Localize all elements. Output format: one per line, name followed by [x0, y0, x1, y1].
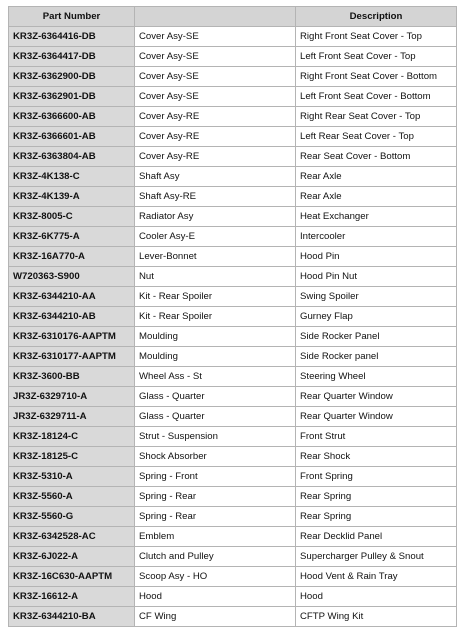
part-number-cell: KR3Z-18124-C [9, 427, 135, 447]
table-row [9, 207, 457, 227]
part-name-cell: Cover Asy-RE [135, 107, 296, 127]
description-cell: Left Front Seat Cover - Bottom [296, 87, 457, 107]
table-header [9, 7, 457, 27]
part-name-cell: Nut [135, 267, 296, 287]
part-number-cell: KR3Z-6310176-AAPTM [9, 327, 135, 347]
part-name-cell: Hood [135, 587, 296, 607]
table-row [9, 587, 457, 607]
table-row [9, 247, 457, 267]
description-cell: Intercooler [296, 227, 457, 247]
part-number-cell: KR3Z-6J022-A [9, 547, 135, 567]
part-number-cell: KR3Z-6344210-BA [9, 607, 135, 627]
part-number-cell: W720363-S900 [9, 267, 135, 287]
part-number-cell: KR3Z-5560-A [9, 487, 135, 507]
part-number-cell: KR3Z-16A770-A [9, 247, 135, 267]
part-name-cell: Shock Absorber [135, 447, 296, 467]
part-name-cell: Cover Asy-SE [135, 27, 296, 47]
description-cell: Right Front Seat Cover - Top [296, 27, 457, 47]
description-cell: Rear Decklid Panel [296, 527, 457, 547]
part-number-cell: KR3Z-6364416-DB [9, 27, 135, 47]
description-cell: Hood Pin [296, 247, 457, 267]
part-name-cell: Moulding [135, 347, 296, 367]
part-number-cell: KR3Z-3600-BB [9, 367, 135, 387]
description-cell: Left Rear Seat Cover - Top [296, 127, 457, 147]
table-row [9, 47, 457, 67]
table-row [9, 447, 457, 467]
part-name-cell: Moulding [135, 327, 296, 347]
part-number-cell: KR3Z-6310177-AAPTM [9, 347, 135, 367]
header-name [135, 7, 296, 27]
description-cell: Left Front Seat Cover - Top [296, 47, 457, 67]
description-cell: Front Strut [296, 427, 457, 447]
description-cell: Rear Quarter Window [296, 407, 457, 427]
part-name-cell: Lever-Bonnet [135, 247, 296, 267]
part-name-cell: Cover Asy-SE [135, 67, 296, 87]
part-name-cell: Spring - Rear [135, 487, 296, 507]
table-row [9, 67, 457, 87]
part-number-cell: KR3Z-4K138-C [9, 167, 135, 187]
part-number-cell: KR3Z-18125-C [9, 447, 135, 467]
part-number-cell: KR3Z-6362901-DB [9, 87, 135, 107]
part-number-cell: KR3Z-6366601-AB [9, 127, 135, 147]
table-row [9, 27, 457, 47]
part-name-cell: Cover Asy-RE [135, 127, 296, 147]
table-row [9, 607, 457, 627]
part-number-cell: KR3Z-6K775-A [9, 227, 135, 247]
header-row [9, 7, 457, 27]
part-number-cell: KR3Z-6363804-AB [9, 147, 135, 167]
part-number-cell: KR3Z-16612-A [9, 587, 135, 607]
table-row [9, 267, 457, 287]
part-name-cell: Scoop Asy - HO [135, 567, 296, 587]
description-cell: Side Rocker Panel [296, 327, 457, 347]
table-row [9, 327, 457, 347]
part-name-cell: Spring - Rear [135, 507, 296, 527]
table-row [9, 507, 457, 527]
part-name-cell: Shaft Asy-RE [135, 187, 296, 207]
part-number-cell: KR3Z-6362900-DB [9, 67, 135, 87]
part-name-cell: Emblem [135, 527, 296, 547]
part-name-cell: CF Wing [135, 607, 296, 627]
table-row [9, 407, 457, 427]
description-cell: Hood [296, 587, 457, 607]
description-cell: Swing Spoiler [296, 287, 457, 307]
table-row [9, 547, 457, 567]
description-cell: Rear Shock [296, 447, 457, 467]
header-description: Description [296, 7, 457, 27]
table-row [9, 227, 457, 247]
table-row [9, 87, 457, 107]
description-cell: Rear Spring [296, 487, 457, 507]
description-cell: Right Front Seat Cover - Bottom [296, 67, 457, 87]
table-row [9, 127, 457, 147]
part-number-cell: KR3Z-16C630-AAPTM [9, 567, 135, 587]
description-cell: Side Rocker panel [296, 347, 457, 367]
table-row [9, 427, 457, 447]
part-number-cell: KR3Z-5310-A [9, 467, 135, 487]
description-cell: Rear Seat Cover - Bottom [296, 147, 457, 167]
table-row [9, 167, 457, 187]
table-body [9, 27, 457, 627]
description-cell: Rear Axle [296, 167, 457, 187]
description-cell: Gurney Flap [296, 307, 457, 327]
part-number-cell: KR3Z-6344210-AB [9, 307, 135, 327]
description-cell: Rear Spring [296, 507, 457, 527]
part-name-cell: Glass - Quarter [135, 407, 296, 427]
part-name-cell: Shaft Asy [135, 167, 296, 187]
parts-table [8, 6, 457, 627]
description-cell: CFTP Wing Kit [296, 607, 457, 627]
part-name-cell: Cooler Asy-E [135, 227, 296, 247]
description-cell: Hood Pin Nut [296, 267, 457, 287]
table-row [9, 487, 457, 507]
description-cell: Right Rear Seat Cover - Top [296, 107, 457, 127]
part-name-cell: Clutch and Pulley [135, 547, 296, 567]
part-name-cell: Strut - Suspension [135, 427, 296, 447]
description-cell: Supercharger Pulley & Snout [296, 547, 457, 567]
description-cell: Steering Wheel [296, 367, 457, 387]
part-number-cell: KR3Z-6366600-AB [9, 107, 135, 127]
table-row [9, 107, 457, 127]
table-row [9, 387, 457, 407]
part-name-cell: Kit - Rear Spoiler [135, 287, 296, 307]
part-name-cell: Cover Asy-RE [135, 147, 296, 167]
part-number-cell: KR3Z-6344210-AA [9, 287, 135, 307]
part-name-cell: Cover Asy-SE [135, 87, 296, 107]
part-number-cell: KR3Z-4K139-A [9, 187, 135, 207]
table-row [9, 347, 457, 367]
part-number-cell: JR3Z-6329710-A [9, 387, 135, 407]
table-row [9, 367, 457, 387]
description-cell: Front Spring [296, 467, 457, 487]
part-name-cell: Cover Asy-SE [135, 47, 296, 67]
description-cell: Heat Exchanger [296, 207, 457, 227]
part-number-cell: JR3Z-6329711-A [9, 407, 135, 427]
table-row [9, 147, 457, 167]
part-name-cell: Radiator Asy [135, 207, 296, 227]
table-row [9, 287, 457, 307]
table-row [9, 467, 457, 487]
table-row [9, 567, 457, 587]
table-row [9, 307, 457, 327]
part-name-cell: Spring - Front [135, 467, 296, 487]
table-row [9, 187, 457, 207]
description-cell: Hood Vent & Rain Tray [296, 567, 457, 587]
part-number-cell: KR3Z-5560-G [9, 507, 135, 527]
part-number-cell: KR3Z-6364417-DB [9, 47, 135, 67]
description-cell: Rear Quarter Window [296, 387, 457, 407]
part-name-cell: Wheel Ass - St [135, 367, 296, 387]
part-name-cell: Kit - Rear Spoiler [135, 307, 296, 327]
description-cell: Rear Axle [296, 187, 457, 207]
part-number-cell: KR3Z-6342528-AC [9, 527, 135, 547]
part-name-cell: Glass - Quarter [135, 387, 296, 407]
part-number-cell: KR3Z-8005-C [9, 207, 135, 227]
header-part-number: Part Number [9, 7, 135, 27]
table-row [9, 527, 457, 547]
